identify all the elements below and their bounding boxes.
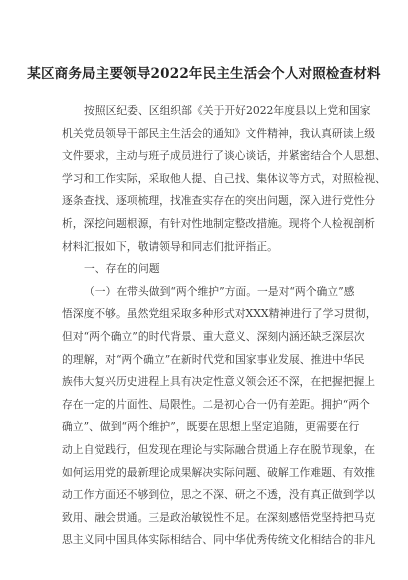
paragraph-line: （一）在带头做到“两个维护”方面。一是对“两个确立”感 (84, 284, 355, 298)
paragraph-line: 材料汇报如下，敬请领导和同志们批评指正。 (62, 239, 278, 253)
paragraph-line: 动工作方面还不够到位，思之不深、研之不透，没有真正做到学以 (62, 488, 376, 502)
paragraph-line: 文件要求，主动与班子成员进行了谈心谈话，并紧密结合个人思想、 (62, 149, 386, 163)
paragraph-line: 按照区纪委、区组织部《关于开好2022年度县以上党和国家 (84, 104, 371, 117)
paragraph-line: 但对“两个确立”的时代背景、重大意义、深刻内涵还缺乏深层次 (62, 329, 365, 343)
paragraph-line: 动上自觉践行，但发现在理论与实际融合贯通上存在脱节现象，在 (62, 442, 376, 456)
document-title: 某区商务局主要领导2022年民主生活会个人对照检查材料 (27, 66, 381, 82)
paragraph-line: 悟深度不够。虽然党组采取多种形式对XXX精神进行了学习贯彻， (62, 307, 377, 321)
paragraph-line: 族伟大复兴历史进程上具有决定性意义领会还不深，在把握把握上 (62, 375, 376, 389)
paragraph-line: 析，深挖问题根源，有针对性地制定整改措施。现将个人检视剖析 (62, 216, 376, 230)
paragraph-line: 机关党员领导干部民主生活会的通知》文件精神，我认真研读上级 (62, 126, 376, 140)
paragraph-line: 存在一定的片面性、局限性。二是初心合一仍有差距。拥护“两个 (62, 397, 370, 411)
paragraph-line: 确立”、做到“两个维护”，既要在思想上坚定追随，更需要在行 (62, 420, 360, 434)
paragraph-line: 思主义同中国具体实际相结合、同中华优秀传统文化相结合的非凡 (62, 533, 376, 547)
paragraph-line: 学习和工作实际，采取他人提、自己找、集体议等方式，对照检视、 (62, 171, 386, 185)
paragraph-line: 逐条查找、逐项梳理，找准查实存在的突出问题，深入进行党性分 (62, 194, 376, 208)
section-heading: 一、存在的问题 (84, 262, 160, 276)
paragraph-line: 致用、融会贯通。三是政治敏锐性不足。在深刻感悟党坚持把马克 (62, 510, 376, 524)
document-body (62, 100, 386, 552)
paragraph-line: 的理解，对“两个确立”在新时代党和国家事业发展、推进中华民 (62, 352, 365, 366)
paragraph-line: 如何运用党的最新理论成果解决实际问题、破解工作难题、有效推 (62, 465, 376, 479)
